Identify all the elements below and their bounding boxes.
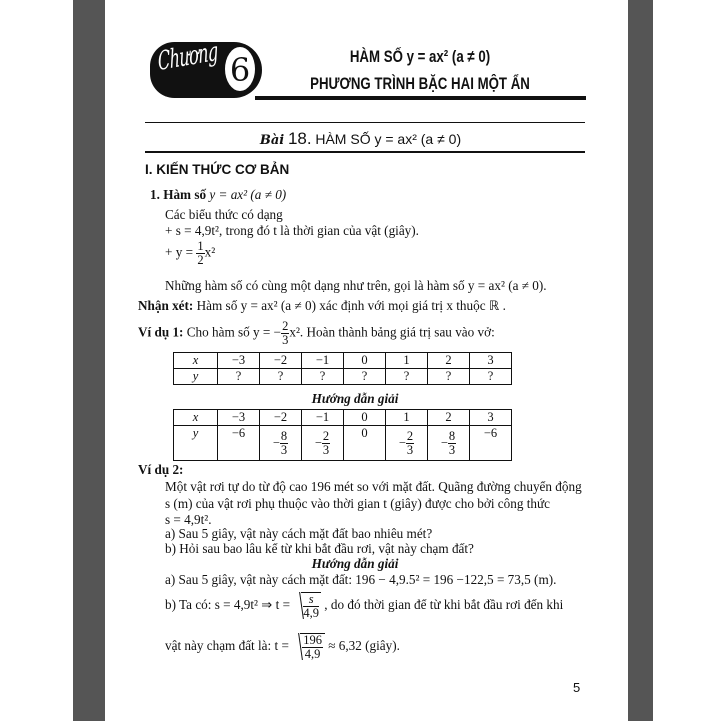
page-number: 5 <box>573 680 581 695</box>
table-cell: −1 <box>302 410 344 426</box>
table-cell: − $\frac{8}{3}$ <box>260 426 302 461</box>
item1-example-1: + s = 4,9t², trong đó t là thời gian của vật (giây). <box>165 223 419 238</box>
lesson-prefix: Bài <box>259 133 285 148</box>
example2-label: Ví dụ 2: <box>138 462 184 477</box>
example2-solution-heading: Hướng dẫn giải <box>311 556 399 571</box>
table-row-y <box>174 426 512 461</box>
table-cell: ? <box>260 369 302 385</box>
table-cell: 2 <box>428 353 470 369</box>
table-cell: 1 <box>386 410 428 426</box>
lesson-title <box>0 129 721 149</box>
remark: Nhận xét: Hàm số y = ax² (a ≠ 0) xác định với mọi giá trị x thuộc ℝ . <box>138 298 506 313</box>
example2-answer-b: b) Ta có: s = 4,9t² ⇒ t = $\frac{s}{4,9}$ , do đó thời gian để từ khi bắt đầu rơi đến khi <box>165 592 564 620</box>
table-cell: ? <box>428 369 470 385</box>
table-cell: 2 <box>428 410 470 426</box>
table-row-x <box>174 353 512 369</box>
chapter-underline <box>255 96 586 100</box>
table-cell: ? <box>218 369 260 385</box>
table-cell: ? <box>302 369 344 385</box>
chapter-title-line2: PHƯƠNG TRÌNH BẶC HAI MỘT ẨN <box>310 74 530 93</box>
example1-solution-table <box>173 409 512 461</box>
table-cell: −2 <box>260 410 302 426</box>
table-cell: −3 <box>218 353 260 369</box>
table-cell: ? <box>344 369 386 385</box>
table-cell: x <box>174 410 218 426</box>
table-cell: 0 <box>344 410 386 426</box>
table-cell: 0 <box>344 426 386 461</box>
section-heading: I. KIẾN THỨC CƠ BẢN <box>145 162 290 177</box>
example1-prompt: Ví dụ 1: Cho hàm số y = − $\frac{2}{3}$ x². Hoàn thành bảng giá trị sau vào vở: <box>138 319 495 347</box>
table-cell: 3 <box>470 410 512 426</box>
example2-question-b: b) Hỏi sau bao lâu kể từ khi bắt đầu rơi, vật này chạm đất? <box>165 541 474 556</box>
table-cell: y <box>174 426 218 461</box>
example2-question-a: a) Sau 5 giây, vật này cách mặt đất bao nhiêu mét? <box>165 526 433 541</box>
table-cell: − $\frac{2}{3}$ <box>386 426 428 461</box>
example2-line1: Một vật rơi tự do từ độ cao 196 mét so với mặt đất. Quãng đường chuyển động <box>165 479 582 494</box>
table-row-y <box>174 369 512 385</box>
table-cell: 1 <box>386 353 428 369</box>
item1-heading: 1. Hàm số y = ax² (a ≠ 0) <box>150 187 287 202</box>
table-cell: ? <box>470 369 512 385</box>
table-cell: −6 <box>470 426 512 461</box>
example2-line2: s (m) của vật rơi phụ thuộc vào thời gian t (giây) được cho bởi công thức <box>165 496 550 511</box>
table-cell: ? <box>386 369 428 385</box>
lesson-bottom-rule <box>145 151 585 153</box>
item1-intro: Các biểu thức có dạng <box>165 207 283 222</box>
example2-answer-c: vật này chạm đất là: t = $\frac{196}{4,9}$ ≈ 6,32 (giây). <box>165 633 400 661</box>
table-cell: 3 <box>470 353 512 369</box>
table-cell: x <box>174 353 218 369</box>
viewer-background-left <box>73 0 105 721</box>
item1-example-2: + y = $\frac{1}{2}$ x² <box>165 239 216 267</box>
chapter-title-line1: HÀM SỐ y = ax² (a ≠ 0) <box>349 47 491 66</box>
viewer-background-right <box>628 0 653 721</box>
table-cell: 0 <box>344 353 386 369</box>
table-cell: −3 <box>218 410 260 426</box>
table-row-x <box>174 410 512 426</box>
item1-summary: Những hàm số có cùng một dạng như trên, gọi là hàm số y = ax² (a ≠ 0). <box>165 278 547 293</box>
example2-answer-a: a) Sau 5 giây, vật này cách mặt đất: 196 − 4,9.5² = 196 −122,5 = 73,5 (m). <box>165 572 557 587</box>
table-cell: −1 <box>302 353 344 369</box>
example1-solution-heading: Hướng dẫn giải <box>311 391 399 406</box>
example1-table <box>173 352 512 385</box>
table-cell: y <box>174 369 218 385</box>
table-cell: −2 <box>260 353 302 369</box>
table-cell: − $\frac{2}{3}$ <box>302 426 344 461</box>
chapter-number: 6 <box>222 44 258 94</box>
lesson-heading: HÀM SỐ y = ax² (a ≠ 0) <box>315 131 462 147</box>
example2-line3: s = 4,9t². <box>165 512 212 527</box>
chapter-label: Chương <box>157 37 219 77</box>
table-cell: − $\frac{8}{3}$ <box>428 426 470 461</box>
lesson-top-rule <box>145 122 585 123</box>
lesson-number: 18. <box>287 129 312 148</box>
table-cell: −6 <box>218 426 260 461</box>
